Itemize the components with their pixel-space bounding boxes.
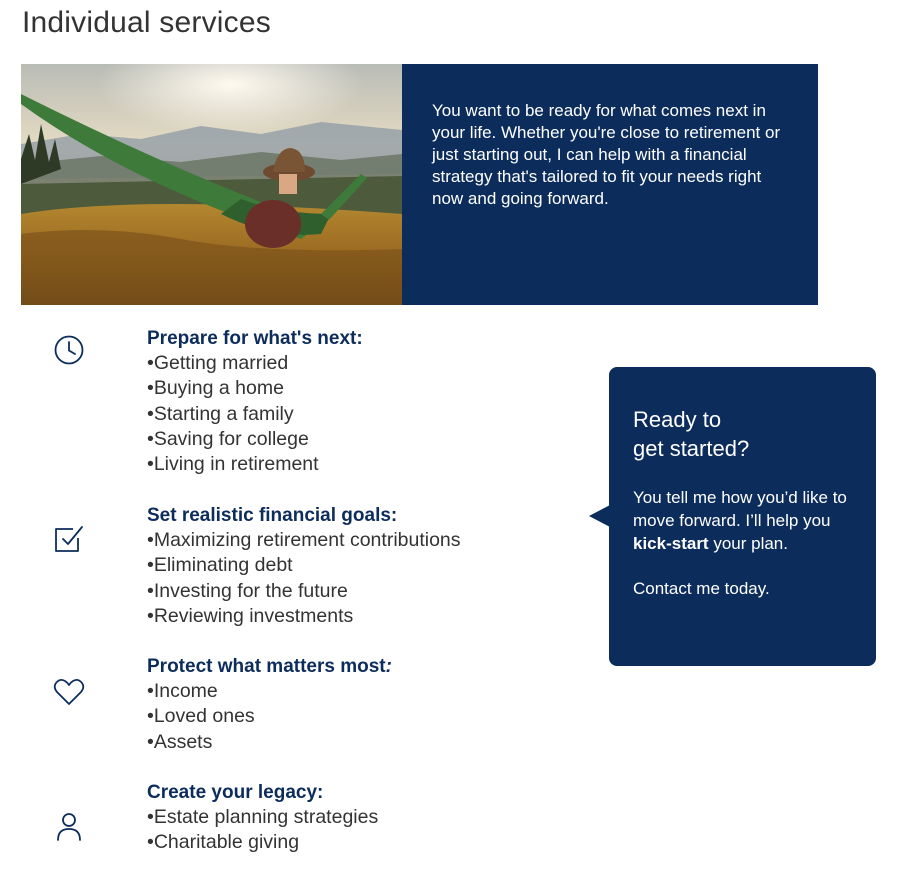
service-list [147, 679, 392, 755]
list-item: • Getting married [147, 351, 363, 376]
hero-image [21, 64, 402, 305]
cta-title [633, 405, 856, 463]
list-item: • Eliminating debt [147, 553, 461, 578]
list-item: • Assets [147, 730, 392, 755]
person-icon [52, 810, 86, 844]
service-heading [147, 654, 392, 679]
checkbox-icon [52, 522, 86, 556]
service-heading: Prepare for what's next: [147, 328, 363, 349]
service-heading: Create your legacy: [147, 782, 324, 803]
heart-icon [52, 675, 86, 709]
list-item: • Buying a home [147, 376, 363, 401]
list-item: • Loved ones [147, 704, 392, 729]
list-item: • Living in retirement [147, 452, 363, 477]
cta-callout [609, 367, 876, 666]
list-item: • Starting a family [147, 402, 363, 427]
hero-panel [402, 64, 818, 305]
list-item: • Reviewing investments [147, 604, 461, 629]
cta-title-line: get started? [633, 436, 750, 461]
list-item: • Income [147, 679, 392, 704]
service-list [147, 805, 378, 856]
cta-body-text: You tell me how you’d like to move forward. I’ll help you [633, 488, 847, 530]
service-protect [147, 654, 392, 755]
service-heading: Set realistic financial goals: [147, 505, 398, 526]
list-item: • Estate planning strategies [147, 805, 378, 830]
list-item: • Investing for the future [147, 579, 461, 604]
cta-body [633, 486, 856, 555]
service-list [147, 528, 461, 629]
service-legacy [147, 780, 378, 856]
cta-pointer [589, 505, 610, 527]
hero-text: You want to be ready for what comes next in your life. Whether you're close to retirement or just starting out, I can help with a financial strategy that's tailored to fit your needs right now and going forward. [432, 101, 781, 208]
cta-title-line: Ready to [633, 407, 722, 432]
cta-body-bold: kick-start [633, 534, 709, 553]
page-title: Individual services [22, 6, 271, 39]
service-heading-text: Protect what matters most [147, 656, 386, 677]
service-heading-suffix: : [385, 656, 392, 677]
service-goals [147, 503, 461, 629]
list-item: • Saving for college [147, 427, 363, 452]
service-prepare [147, 326, 363, 477]
cta-contact: Contact me today. [633, 579, 770, 598]
list-item: • Maximizing retirement contributions [147, 528, 461, 553]
list-item: • Charitable giving [147, 830, 378, 855]
hammock-landscape-photo-icon [21, 64, 402, 305]
service-list [147, 351, 363, 477]
clock-icon [52, 333, 86, 367]
cta-body-text: your plan. [708, 534, 788, 553]
